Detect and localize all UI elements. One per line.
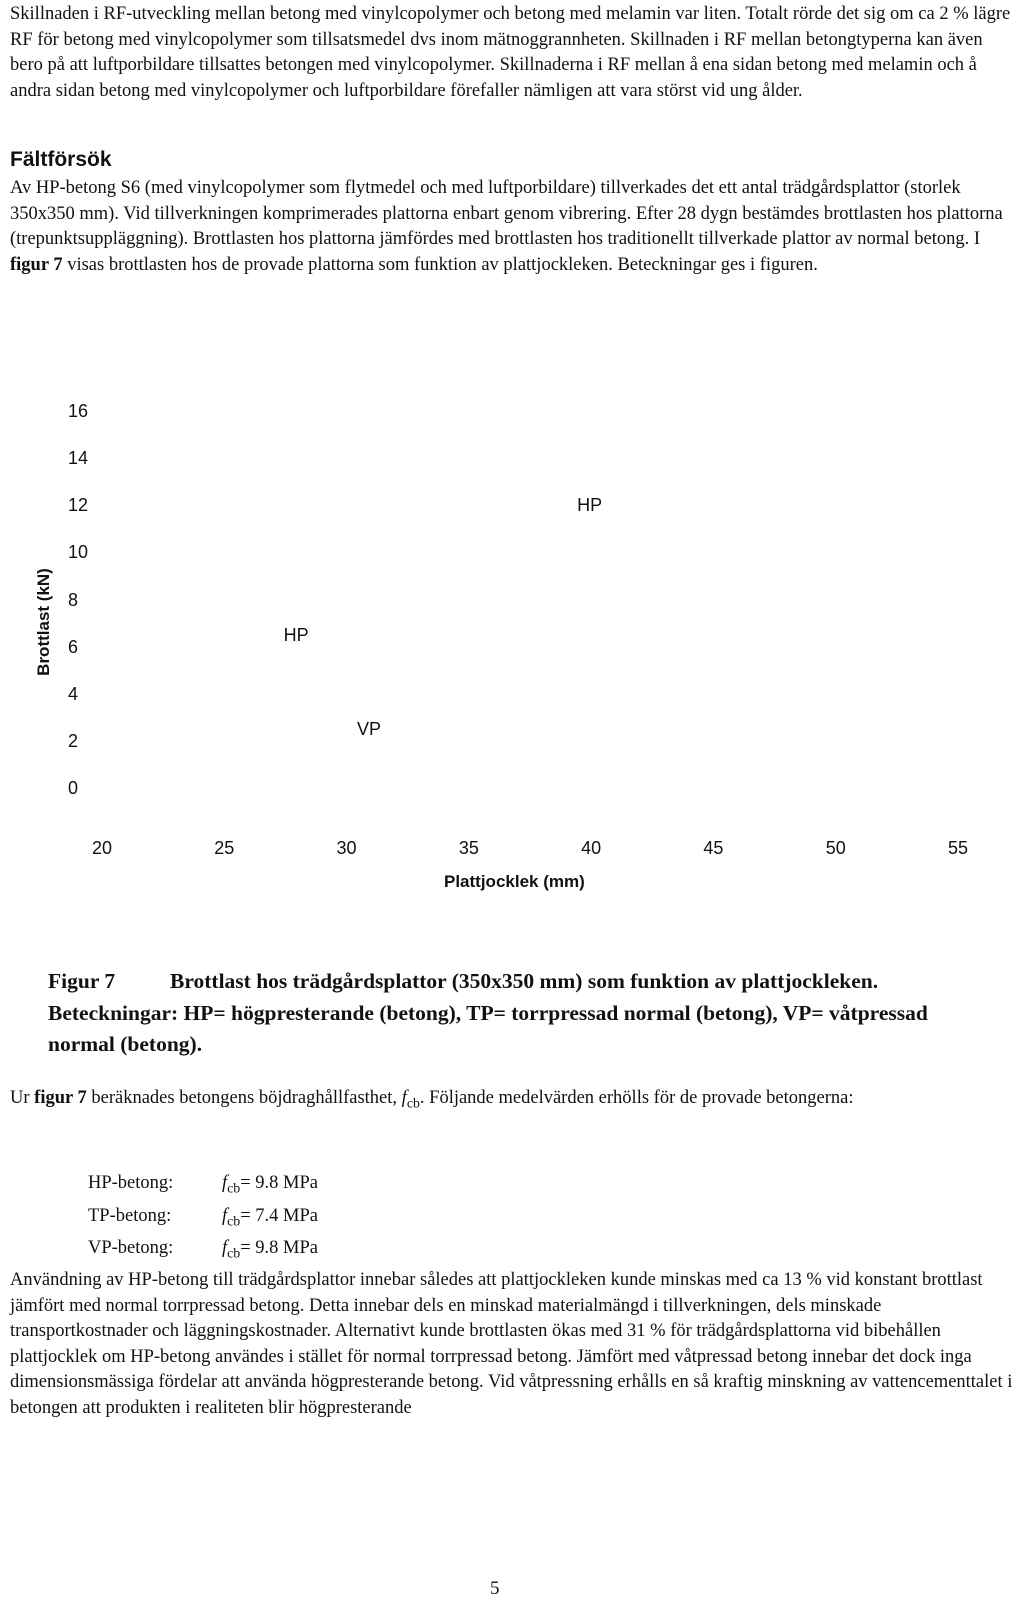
strength-text-b: beräknades betongens böjdraghållfasthet, <box>86 1088 402 1108</box>
value-text: = 9.8 MPa <box>240 1173 318 1193</box>
page-number: 5 <box>490 1578 500 1599</box>
y-tick-label: 6 <box>68 636 79 657</box>
y-tick-label: 8 <box>68 589 79 610</box>
y-tick-label: 14 <box>68 448 89 469</box>
fcb-subscript: cb <box>227 1214 241 1230</box>
figure-caption <box>48 966 978 1061</box>
value-row <box>88 1203 318 1236</box>
value-text: = 9.8 MPa <box>240 1238 318 1259</box>
caption-number: Figur 7 <box>48 969 116 993</box>
y-tick-label: 10 <box>68 542 89 563</box>
value-row <box>88 1170 318 1203</box>
strength-text-c: . Följande medelvärden erhölls för de provade betongerna: <box>419 1088 854 1108</box>
series-point-label: HP <box>283 624 309 645</box>
concrete-type: VP-betong: <box>88 1238 174 1259</box>
x-tick-label: 50 <box>825 838 846 858</box>
fcb-symbol: f <box>222 1205 228 1226</box>
field-test-text-a: Av HP-betong S6 (med vinylcopolymer som flytmedel och med luftporbildare) tillverkades det ett antal trädgårdsplattor (storlek 350x350 mm). Vid tillverkningen komprimerades plattorna enbart genom vibrering. Efter 28 dygn bestämdes brottlasten hos plattorna (trepunktsuppläggning). Brottlasten hos plattorna jämfördes med brottlasten hos traditionellt tillverkade plattor av normal betong. I <box>10 178 1003 249</box>
fcb-subscript: cb <box>227 1247 241 1263</box>
caption-text: Brottlast hos trädgårdsplattor (350x350 mm) som funktion av plattjockleken. Beteckningar: HP= högpresterande (betong), TP= torrpressad normal (betong), VP= våtpressad normal (betong). <box>48 969 928 1056</box>
x-tick-label: 25 <box>214 838 235 858</box>
section-heading: Fältförsök <box>10 148 112 171</box>
strength-values <box>88 1170 318 1268</box>
x-tick-label: 30 <box>336 838 357 858</box>
x-tick-label: 35 <box>458 838 479 858</box>
conclusion-paragraph: Användning av HP-betong till trädgårdsplattor innebar således att plattjockleken kunde minskas med ca 13 % vid konstant brottlast jämfört med normal torrpressad betong. Detta innebar dels en minskad materialmängd i tillverkningen, dels minskade transportkostnader och läggningskostnader. Alternativt kunde brottlasten ökas med 31 % för trädgårdsplattorna vid bibehållen plattjocklek om HP-betong användes i stället för normal torrpressad betong. Jämfört med våtpressad betong innebar det dock inga dimensionsmässiga fördelar att använda högpresterande betong. Vid våtpressning erhålls en så kraftig minskning av vattencementtalet i betongen att produkten i realiteten blir högpresterande <box>10 1270 1013 1418</box>
concrete-type: HP-betong: <box>88 1173 174 1193</box>
y-tick-label: 0 <box>68 778 79 798</box>
strength-value <box>222 1235 318 1268</box>
fcb-symbol: f <box>222 1173 228 1193</box>
y-tick-label: 12 <box>68 495 89 516</box>
strength-text-a: Ur <box>10 1088 35 1108</box>
x-tick-label: 20 <box>91 838 113 858</box>
series-point-label: VP <box>357 719 382 740</box>
strength-value <box>222 1203 318 1236</box>
fcb-subscript: cb <box>406 1096 420 1112</box>
value-text: = 7.4 MPa <box>240 1205 318 1226</box>
x-axis-title: Plattjocklek (mm) <box>444 872 585 891</box>
strength-paragraph <box>10 1086 1020 1117</box>
figure-reference-2: figur 7 <box>34 1088 87 1108</box>
fcb-symbol: f <box>401 1088 407 1108</box>
y-tick-label: 16 <box>68 401 89 421</box>
x-tick-label: 45 <box>703 838 724 858</box>
strength-value <box>222 1170 318 1203</box>
field-test-paragraph <box>10 176 1020 278</box>
fcb-symbol: f <box>222 1238 228 1259</box>
x-tick-label: 55 <box>947 838 969 858</box>
field-test-text-b: visas brottlasten hos de provade plattorna som funktion av plattjockleken. Beteckningar ges i figuren. <box>62 254 818 275</box>
figure-reference: figur 7 <box>10 254 63 275</box>
value-row <box>88 1235 318 1268</box>
series-point-label: HP <box>577 495 603 516</box>
y-axis-title: Brottlast (kN) <box>34 568 53 676</box>
y-tick-label: 2 <box>68 730 79 751</box>
fcb-subscript: cb <box>227 1181 241 1197</box>
x-tick-label: 40 <box>581 838 602 858</box>
y-tick-label: 4 <box>68 683 79 704</box>
intro-paragraph: Skillnaden i RF-utveckling mellan betong med vinylcopolymer och betong med melamin var liten. Totalt rörde det sig om ca 2 % lägre RF för betong med vinylcopolymer som tillsatsmedel dvs inom mätnoggrannheten. Skillnaden i RF mellan betongtyperna kan även bero på att luftporbildare tillsattes betongen med vinylcopolymer. Skillnaderna i RF mellan å ena sidan betong med melamin och å andra sidan betong med vinylcopolymer och luftporbildare förefaller nämligen att vara störst vid ung ålder. <box>10 4 1011 101</box>
concrete-type: TP-betong: <box>88 1205 172 1226</box>
